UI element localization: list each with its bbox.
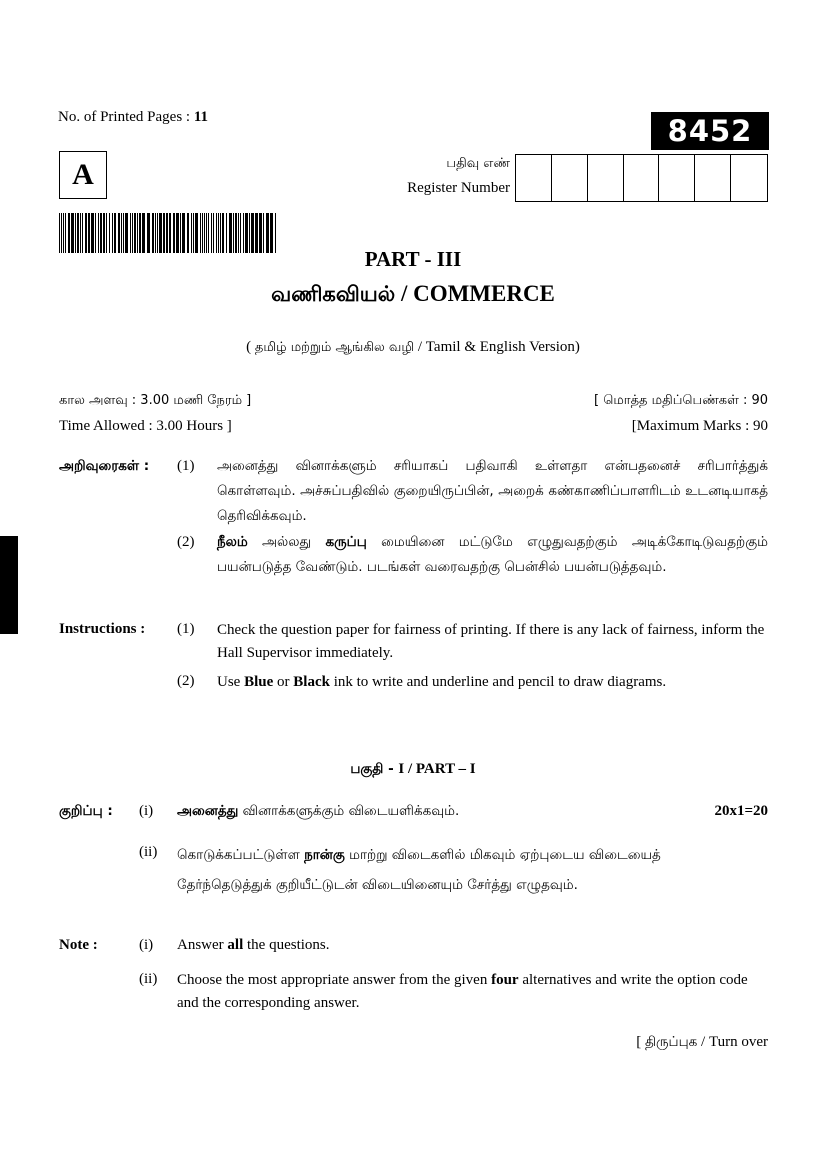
instructions-tamil-heading: அறிவுரைகள் : [59,458,150,474]
part-title: PART - III [364,247,462,271]
text-rest: மையினை மட்டுமே எழுதுவதற்கும் அடிக்கோடிடுவதற்கும் பயன்படுத்த வேண்டும். படங்கள் வரைவதற்கு பென்சில் பயன்படுத்தவும். [217,534,768,575]
note-english-text [177,937,330,954]
text-or: அல்லது [247,534,326,550]
register-digit-box[interactable] [588,155,624,201]
text-or: or [273,674,294,690]
version-tamil: தமிழ் மற்றும் ஆங்கில வழி [254,340,415,355]
printed-pages [58,109,208,126]
note-tamil-label: குறிப்பு : [59,803,113,819]
register-digit-box[interactable] [695,155,731,201]
part-one-marks: 20x1=20 [714,803,768,819]
version-english: / Tamil & English Version) [414,339,580,355]
note-tamil-number: (ii) [139,844,158,860]
margin-marker-bar [0,536,18,634]
max-marks-tamil: [ மொத்த மதிப்பெண்கள் : 90 [594,393,768,408]
instruction-english-number: (2) [177,673,195,689]
register-digit-box[interactable] [516,155,552,201]
text-rest: ink to write and underline and pencil to draw diagrams. [329,674,667,690]
note-english-number: (i) [139,937,154,953]
subject-separator: / [395,281,414,306]
note-english-label: Note : [59,937,98,953]
paper-code: 8452 [651,112,769,150]
text-pre: கொடுக்கப்பட்டுள்ள [177,847,305,863]
subject-tamil: வணிகவியல் [271,282,396,306]
printed-pages-value: 11 [193,109,209,125]
version-open: ( [246,339,255,355]
bold-all: அனைத்து [177,803,239,819]
turn-over-open: [ [636,1034,645,1050]
part-one-heading-english: I / PART – I [398,761,476,777]
instruction-tamil-number: (1) [177,458,195,474]
time-allowed-tamil: கால அளவு : 3.00 மணி நேரம் ] [59,393,252,408]
medium-version [0,339,826,356]
text-rest: வினாக்களுக்கும் விடையளிக்கவும். [238,803,460,819]
part-one-heading-tamil: பகுதி - [350,761,399,777]
text-rest: the questions. [243,937,330,953]
text-rest: alternatives and write the option code and the corresponding answer. [177,972,748,1011]
printed-pages-label: No. of Printed Pages : [58,109,191,125]
time-allowed-english: Time Allowed : 3.00 Hours ] [59,418,232,434]
instruction-tamil-number: (2) [177,534,195,550]
instruction-tamil-text: அனைத்து வினாக்களும் சரியாகப் பதிவாகி உள்ளதா என்பதனைச் சரிபார்த்துக் கொள்ளவும். அச்சுப்பதிவில் குறையிருப்பின், அறைக் கண்காணிப்பாளரிடம் உடனடியாகத் தெரிவிக்கவும். [217,458,768,524]
register-number-boxes[interactable] [515,154,768,202]
note-tamil-text [177,803,459,821]
text-rest: மாற்று விடைகளில் மிகவும் ஏற்புடைய விடையைத் தேர்ந்தெடுத்துக் குறியீட்டுடன் விடையினையும் சேர்த்து எழுதவும். [177,847,661,893]
instructions-english-heading: Instructions : [59,621,146,637]
series-letter: A [59,151,107,199]
bold-four: four [491,972,519,988]
note-english-text [177,969,771,1015]
instruction-english-text [217,671,773,694]
bold-black: கருப்பு [325,534,367,550]
instruction-tamil-text [217,530,768,580]
note-english-number: (ii) [139,971,158,987]
register-digit-box[interactable] [552,155,588,201]
text-pre: Answer [177,937,228,953]
instruction-english-number: (1) [177,621,195,637]
turn-over [636,1034,768,1052]
max-marks-english: [Maximum Marks : 90 [631,418,768,434]
turn-over-tamil: திருப்புக [644,1034,698,1050]
turn-over-english: / Turn over [697,1034,768,1050]
bold-four: நான்கு [304,847,345,863]
subject-title [0,281,826,309]
register-digit-box[interactable] [624,155,660,201]
text-pre: Use [217,674,245,690]
bold-all: all [227,937,244,953]
text-pre: Choose the most appropriate answer from the given [177,972,492,988]
bold-blue: Blue [244,674,274,690]
bold-black: Black [293,674,330,690]
note-tamil-number: (i) [139,803,154,819]
part-one-heading [0,761,826,779]
bold-blue: நீலம் [217,534,248,550]
instruction-english-text: Check the question paper for fairness of printing. If there is any lack of fairness, inform the Hall Supervisor immediately. [217,622,765,661]
register-label-tamil: பதிவு எண் [446,156,510,171]
note-tamil-text [177,840,737,900]
register-label-english: Register Number [407,180,510,196]
register-digit-box[interactable] [731,155,767,201]
register-digit-box[interactable] [659,155,695,201]
subject-english: COMMERCE [413,281,555,306]
